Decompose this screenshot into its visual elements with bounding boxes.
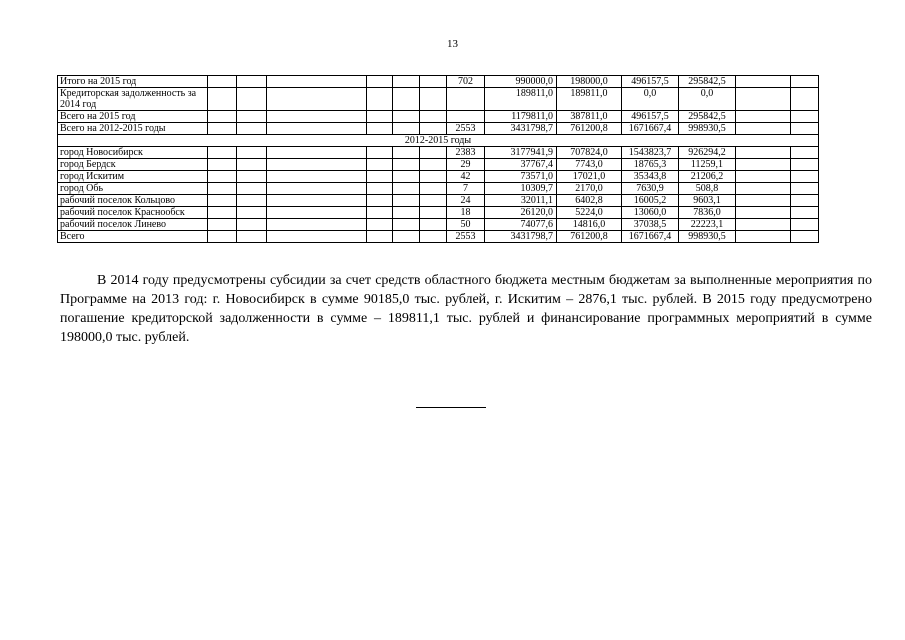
empty-cell [393, 219, 420, 231]
empty-cell [420, 183, 447, 195]
row-value-3: 295842,5 [679, 111, 736, 123]
row-value-3: 7836,0 [679, 207, 736, 219]
row-total: 3431798,7 [485, 231, 557, 243]
empty-cell [367, 195, 393, 207]
row-name: Кредиторская задолженность за 2014 год [58, 88, 208, 111]
row-total: 3431798,7 [485, 123, 557, 135]
empty-cell [267, 159, 367, 171]
row-value-2: 0,0 [622, 88, 679, 111]
row-value-3: 9603,1 [679, 195, 736, 207]
empty-cell [237, 231, 267, 243]
row-value-3: 998930,5 [679, 123, 736, 135]
empty-cell [736, 147, 791, 159]
row-name: город Обь [58, 183, 208, 195]
row-value-2: 496157,5 [622, 76, 679, 88]
row-count [447, 111, 485, 123]
row-count: 2553 [447, 231, 485, 243]
empty-cell [237, 159, 267, 171]
empty-cell [791, 88, 819, 111]
row-value-2: 16005,2 [622, 195, 679, 207]
row-name: город Искитим [58, 171, 208, 183]
row-count: 2383 [447, 147, 485, 159]
row-total: 990000,0 [485, 76, 557, 88]
empty-cell [208, 123, 237, 135]
empty-cell [208, 207, 237, 219]
row-name: Всего на 2015 год [58, 111, 208, 123]
empty-cell [393, 159, 420, 171]
empty-cell [208, 195, 237, 207]
row-count: 29 [447, 159, 485, 171]
row-name: рабочий поселок Кольцово [58, 195, 208, 207]
row-value-1: 17021,0 [557, 171, 622, 183]
empty-cell [420, 207, 447, 219]
row-value-1: 387811,0 [557, 111, 622, 123]
empty-cell [393, 147, 420, 159]
table-row [58, 231, 819, 243]
row-value-1: 6402,8 [557, 195, 622, 207]
empty-cell [237, 111, 267, 123]
row-count: 42 [447, 171, 485, 183]
empty-cell [267, 111, 367, 123]
section-row [58, 135, 819, 147]
empty-cell [237, 171, 267, 183]
row-count [447, 88, 485, 111]
body-paragraph: В 2014 году предусмотрены субсидии за счет средств областного бюджета местным бюджетам за выполненные мероприятия по Программе на 2013 год: г. Новосибирск в сумме 90185,0 тыс. рублей, г. Искитим – 2876,1 тыс. рублей. В 2015 году предусмотрено погашение кредиторской задолженности в сумме – 189811,1 тыс. рублей и финансирование программных мероприятий в сумме 198000,0 тыс. рублей. [60, 273, 872, 345]
empty-cell [267, 76, 367, 88]
row-name: Всего на 2012-2015 годы [58, 123, 208, 135]
empty-cell [267, 88, 367, 111]
empty-cell [791, 207, 819, 219]
row-value-3: 0,0 [679, 88, 736, 111]
row-name: Итого на 2015 год [58, 76, 208, 88]
empty-cell [791, 111, 819, 123]
table-row [58, 147, 819, 159]
empty-cell [237, 219, 267, 231]
empty-cell [208, 76, 237, 88]
empty-cell [420, 159, 447, 171]
page-number: 13 [447, 38, 458, 50]
empty-cell [791, 159, 819, 171]
table-body-top [58, 76, 819, 135]
row-value-1: 198000,0 [557, 76, 622, 88]
row-total: 26120,0 [485, 207, 557, 219]
empty-cell [393, 88, 420, 111]
empty-cell [267, 123, 367, 135]
empty-cell [367, 207, 393, 219]
row-value-3: 22223,1 [679, 219, 736, 231]
empty-cell [267, 219, 367, 231]
row-total: 1179811,0 [485, 111, 557, 123]
row-name: Всего [58, 231, 208, 243]
row-value-2: 1671667,4 [622, 123, 679, 135]
row-value-2: 18765,3 [622, 159, 679, 171]
row-total: 189811,0 [485, 88, 557, 111]
empty-cell [237, 195, 267, 207]
row-value-2: 13060,0 [622, 207, 679, 219]
empty-cell [420, 123, 447, 135]
row-count: 24 [447, 195, 485, 207]
empty-cell [267, 231, 367, 243]
empty-cell [736, 183, 791, 195]
empty-cell [791, 123, 819, 135]
row-count: 702 [447, 76, 485, 88]
empty-cell [420, 76, 447, 88]
empty-cell [367, 231, 393, 243]
row-value-2: 496157,5 [622, 111, 679, 123]
empty-cell [791, 147, 819, 159]
empty-cell [791, 231, 819, 243]
empty-cell [393, 111, 420, 123]
row-value-2: 7630,9 [622, 183, 679, 195]
row-value-3: 11259,1 [679, 159, 736, 171]
empty-cell [237, 207, 267, 219]
budget-table [57, 75, 819, 243]
empty-cell [393, 171, 420, 183]
empty-cell [393, 231, 420, 243]
section-title: 2012-2015 годы [58, 135, 819, 147]
table-row [58, 159, 819, 171]
empty-cell [208, 111, 237, 123]
empty-cell [367, 88, 393, 111]
empty-cell [367, 219, 393, 231]
empty-cell [267, 207, 367, 219]
row-value-2: 1671667,4 [622, 231, 679, 243]
table-row [58, 123, 819, 135]
empty-cell [420, 195, 447, 207]
empty-cell [367, 159, 393, 171]
empty-cell [237, 183, 267, 195]
empty-cell [237, 88, 267, 111]
empty-cell [736, 88, 791, 111]
empty-cell [420, 111, 447, 123]
empty-cell [393, 207, 420, 219]
row-value-3: 926294,2 [679, 147, 736, 159]
table-section [58, 135, 819, 147]
empty-cell [208, 171, 237, 183]
row-value-2: 1543823,7 [622, 147, 679, 159]
empty-cell [736, 111, 791, 123]
table-row [58, 171, 819, 183]
empty-cell [237, 123, 267, 135]
empty-cell [208, 88, 237, 111]
row-value-3: 295842,5 [679, 76, 736, 88]
empty-cell [208, 219, 237, 231]
table-row [58, 76, 819, 88]
row-value-1: 2170,0 [557, 183, 622, 195]
row-count: 18 [447, 207, 485, 219]
empty-cell [736, 159, 791, 171]
row-value-1: 761200,8 [557, 231, 622, 243]
row-value-1: 7743,0 [557, 159, 622, 171]
table-row [58, 207, 819, 219]
row-value-2: 37038,5 [622, 219, 679, 231]
empty-cell [420, 88, 447, 111]
empty-cell [208, 183, 237, 195]
empty-cell [736, 171, 791, 183]
table-row [58, 111, 819, 123]
row-count: 7 [447, 183, 485, 195]
closing-rule [416, 407, 486, 408]
row-count: 50 [447, 219, 485, 231]
row-name: рабочий поселок Краснообск [58, 207, 208, 219]
row-value-1: 189811,0 [557, 88, 622, 111]
empty-cell [736, 195, 791, 207]
empty-cell [367, 123, 393, 135]
row-name: город Новосибирск [58, 147, 208, 159]
empty-cell [393, 76, 420, 88]
empty-cell [736, 207, 791, 219]
row-value-3: 508,8 [679, 183, 736, 195]
row-total: 3177941,9 [485, 147, 557, 159]
empty-cell [393, 123, 420, 135]
row-total: 74077,6 [485, 219, 557, 231]
empty-cell [208, 231, 237, 243]
row-total: 37767,4 [485, 159, 557, 171]
empty-cell [208, 147, 237, 159]
empty-cell [267, 183, 367, 195]
empty-cell [420, 171, 447, 183]
table-row [58, 88, 819, 111]
empty-cell [367, 171, 393, 183]
empty-cell [791, 195, 819, 207]
row-total: 73571,0 [485, 171, 557, 183]
empty-cell [267, 195, 367, 207]
empty-cell [791, 76, 819, 88]
row-value-2: 35343,8 [622, 171, 679, 183]
empty-cell [736, 123, 791, 135]
empty-cell [736, 219, 791, 231]
empty-cell [208, 159, 237, 171]
empty-cell [420, 219, 447, 231]
table-row [58, 219, 819, 231]
row-count: 2553 [447, 123, 485, 135]
row-value-3: 998930,5 [679, 231, 736, 243]
row-total: 32011,1 [485, 195, 557, 207]
table-row [58, 183, 819, 195]
empty-cell [420, 147, 447, 159]
empty-cell [237, 147, 267, 159]
table-body-bottom [58, 147, 819, 243]
row-value-1: 761200,8 [557, 123, 622, 135]
empty-cell [367, 147, 393, 159]
row-name: рабочий поселок Линево [58, 219, 208, 231]
empty-cell [367, 111, 393, 123]
row-value-1: 5224,0 [557, 207, 622, 219]
row-value-1: 14816,0 [557, 219, 622, 231]
row-value-1: 707824,0 [557, 147, 622, 159]
table-row [58, 195, 819, 207]
row-total: 10309,7 [485, 183, 557, 195]
row-value-3: 21206,2 [679, 171, 736, 183]
empty-cell [736, 76, 791, 88]
empty-cell [237, 76, 267, 88]
empty-cell [393, 183, 420, 195]
empty-cell [267, 147, 367, 159]
empty-cell [736, 231, 791, 243]
empty-cell [791, 171, 819, 183]
empty-cell [267, 171, 367, 183]
empty-cell [791, 219, 819, 231]
empty-cell [791, 183, 819, 195]
empty-cell [393, 195, 420, 207]
empty-cell [420, 231, 447, 243]
empty-cell [367, 76, 393, 88]
row-name: город Бердск [58, 159, 208, 171]
empty-cell [367, 183, 393, 195]
